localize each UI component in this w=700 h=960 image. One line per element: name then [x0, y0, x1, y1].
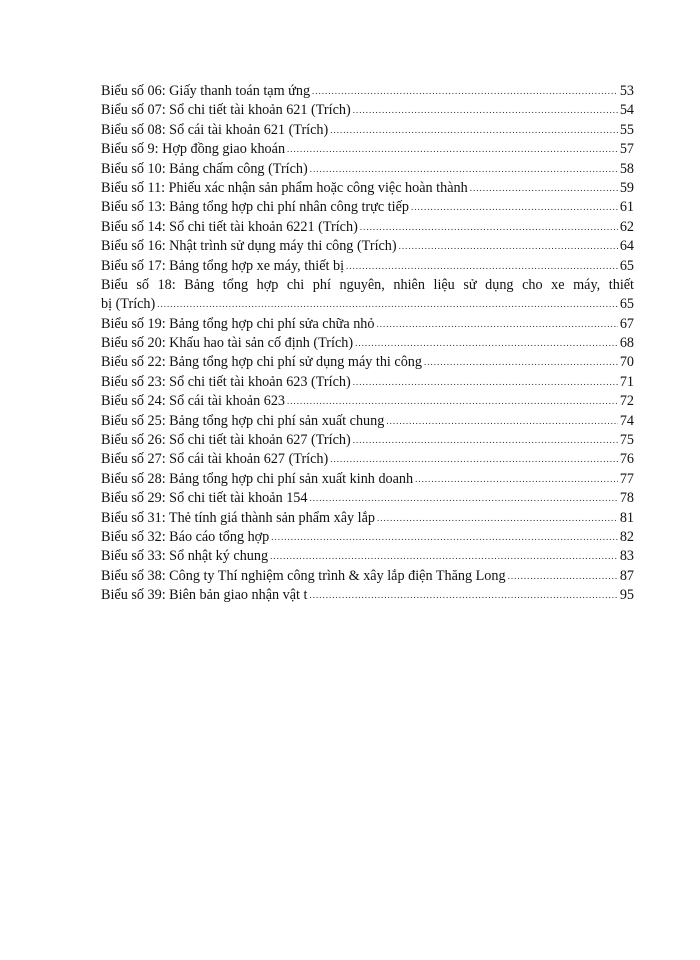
dot-leader [355, 334, 618, 353]
toc-entry-wrapped [101, 276, 634, 315]
dot-leader [287, 392, 618, 411]
toc-page-number: 75 [619, 432, 634, 449]
toc-page-number: 59 [619, 179, 634, 196]
toc-page-number: 65 [619, 257, 634, 274]
toc-page-number: 77 [619, 470, 634, 487]
toc-entry [101, 412, 634, 431]
toc-entry-continuation [101, 295, 634, 314]
toc-page-number: 57 [619, 141, 634, 158]
dot-leader [271, 528, 618, 547]
dot-leader [360, 218, 618, 237]
toc-entry [101, 82, 634, 101]
toc-page-number: 83 [619, 548, 634, 565]
dot-leader [508, 567, 618, 586]
toc-entry [101, 528, 634, 547]
toc-entry-label: Biểu số 22: Bảng tổng hợp chi phí sử dụng máy thi công [101, 354, 422, 371]
toc-entry [101, 509, 634, 528]
toc-entry-label: Biểu số 26: Sổ chi tiết tài khoản 627 (Trích) [101, 432, 351, 449]
dot-leader [377, 315, 618, 334]
toc-entry [101, 450, 634, 469]
dot-leader [309, 586, 617, 605]
toc-entry [101, 547, 634, 566]
toc-entry-label: Biểu số 18: Bảng tổng hợp chi phí nguyên, nhiên liệu sử dụng cho xe máy, thiết [101, 276, 634, 293]
dot-leader [386, 412, 617, 431]
toc-page-number: 78 [619, 490, 634, 507]
toc-entry [101, 470, 634, 489]
toc-entry [101, 121, 634, 140]
toc-page-number: 81 [619, 509, 634, 526]
dot-leader [310, 489, 618, 508]
toc-entry-label: Biểu số 24: Sổ cái tài khoản 623 [101, 393, 286, 410]
toc-page-number: 95 [619, 587, 634, 604]
toc-entry-label: Biểu số 16: Nhật trình sử dụng máy thi công (Trích) [101, 238, 397, 255]
dot-leader [310, 160, 618, 179]
toc-page-number: 54 [619, 102, 634, 119]
dot-leader [270, 547, 618, 566]
toc-entry-label: Biểu số 08: Sổ cái tài khoản 621 (Trích) [101, 121, 329, 138]
dot-leader [353, 373, 618, 392]
toc-entry [101, 101, 634, 120]
toc-page-number: 64 [619, 238, 634, 255]
toc-entry [101, 257, 634, 276]
dot-leader [157, 295, 618, 314]
toc-entry-label: Biểu số 19: Bảng tổng hợp chi phí sửa chữa nhỏ [101, 315, 375, 332]
dot-leader [353, 101, 618, 120]
toc-entry-label: Biểu số 38: Công ty Thí nghiệm công trình & xây lắp điện Thăng Long [101, 567, 506, 584]
dot-leader [411, 198, 618, 217]
toc-entry [101, 586, 634, 605]
toc-entry-label: Biểu số 23: Sổ chi tiết tài khoản 623 (Trích) [101, 373, 351, 390]
toc-entry-label: Biểu số 10: Bảng chấm công (Trích) [101, 160, 308, 177]
toc-entry-label: Biểu số 29: Sổ chi tiết tài khoản 154 [101, 490, 308, 507]
toc-entry-label: Biểu số 20: Khấu hao tài sản cố định (Trích) [101, 335, 354, 352]
toc-page-number: 62 [619, 218, 634, 235]
toc-entry [101, 334, 634, 353]
toc-page-number: 71 [619, 373, 634, 390]
dot-leader [312, 82, 618, 101]
toc-page-number: 76 [619, 451, 634, 468]
toc-page-number: 68 [619, 335, 634, 352]
toc-page-number: 72 [619, 393, 634, 410]
dot-leader [353, 431, 618, 450]
toc-page-number: 53 [619, 83, 634, 99]
toc-page-number: 70 [619, 354, 634, 371]
toc-entry [101, 198, 634, 217]
toc-entry [101, 179, 634, 198]
dot-leader [330, 450, 618, 469]
toc-page-number: 58 [619, 160, 634, 177]
dot-leader [287, 140, 618, 159]
toc-page-number: 67 [619, 315, 634, 332]
toc-entry-label: Biểu số 07: Sổ chi tiết tài khoản 621 (Trích) [101, 102, 351, 119]
toc-entry [101, 218, 634, 237]
toc-entry-label: Biểu số 27: Sổ cái tài khoản 627 (Trích) [101, 451, 329, 468]
dot-leader [470, 179, 618, 198]
toc-entry [101, 353, 634, 372]
toc-entry [101, 489, 634, 508]
toc-entry [101, 140, 634, 159]
dot-leader [424, 353, 618, 372]
toc-page-number: 82 [619, 528, 634, 545]
toc-entry [101, 237, 634, 256]
toc-entry-label-continued: bị (Trích) [101, 296, 156, 313]
toc-entry [101, 315, 634, 334]
toc-entry [101, 160, 634, 179]
toc-page-number: 74 [619, 412, 634, 429]
toc-page-number: 65 [619, 296, 634, 313]
toc-entry-label: Biểu số 13: Bảng tổng hợp chi phí nhân công trực tiếp [101, 199, 409, 216]
toc-entry-label: Biểu số 33: Sổ nhật ký chung [101, 548, 269, 565]
dot-leader [330, 121, 618, 140]
toc-entry-label: Biểu số 11: Phiếu xác nhận sản phẩm hoặc công việc hoàn thành [101, 179, 468, 196]
toc-entry-label: Biểu số 28: Bảng tổng hợp chi phí sản xuất kinh doanh [101, 470, 414, 487]
toc-entry-label: Biểu số 39: Biên bản giao nhận vật t [101, 587, 308, 604]
toc-entry-label: Biểu số 06: Giấy thanh toán tạm ứng [101, 83, 311, 99]
dot-leader [377, 509, 618, 528]
dot-leader [399, 237, 618, 256]
toc-entry [101, 373, 634, 392]
toc-entry-label: Biểu số 17: Bảng tổng hợp xe máy, thiết bị [101, 257, 345, 274]
toc-entry-label: Biểu số 25: Bảng tổng hợp chi phí sản xuất chung [101, 412, 385, 429]
toc-entry [101, 567, 634, 586]
toc-entry [101, 392, 634, 411]
toc-page-number: 55 [619, 121, 634, 138]
table-of-contents [101, 82, 634, 606]
dot-leader [346, 257, 618, 276]
toc-entry [101, 431, 634, 450]
toc-page-number: 87 [619, 567, 634, 584]
toc-entry-label: Biểu số 32: Báo cáo tổng hợp [101, 528, 270, 545]
toc-entry-label: Biểu số 31: Thẻ tính giá thành sản phẩm xây lắp [101, 509, 375, 526]
toc-entry-label: Biểu số 14: Sổ chi tiết tài khoản 6221 (Trích) [101, 218, 358, 235]
toc-entry-label: Biểu số 9: Hợp đồng giao khoán [101, 141, 286, 158]
toc-page-number: 61 [619, 199, 634, 216]
dot-leader [415, 470, 618, 489]
